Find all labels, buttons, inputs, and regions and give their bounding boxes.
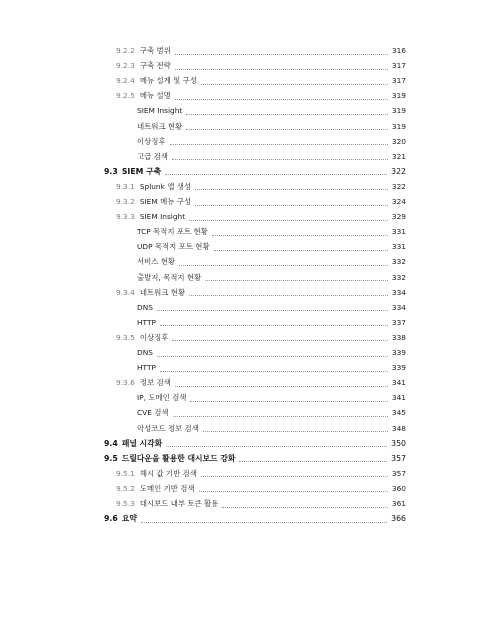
section-number: 9.2.5: [116, 91, 135, 101]
toc-entry-label: [137, 120, 184, 134]
toc-entry-label: [116, 180, 193, 194]
toc-entry-label: [137, 240, 212, 254]
toc-entry-label: [137, 150, 170, 164]
toc-row: [0, 135, 500, 149]
toc-entry-label: [137, 225, 210, 239]
dot-leader: [195, 189, 388, 190]
section-title: 네트워크 현황: [139, 287, 185, 297]
dot-leader: [195, 205, 388, 206]
section-title: 패널 시각화: [121, 438, 163, 448]
toc-entry: [116, 44, 406, 58]
page-number: 334: [391, 287, 406, 297]
page-number: 348: [391, 423, 406, 433]
toc-entry-label: [104, 437, 164, 451]
toc-entry: [137, 271, 406, 285]
section-number: 9.4: [104, 438, 118, 448]
section-title: DNS: [137, 302, 153, 312]
toc-entry-label: [137, 255, 177, 269]
toc-entry-label: [116, 482, 197, 496]
dot-leader: [173, 416, 388, 417]
toc-entry-label: [116, 286, 187, 300]
dot-leader: [175, 99, 388, 100]
toc-row: [0, 104, 500, 118]
toc-row: [0, 482, 500, 496]
page-number: 322: [391, 166, 406, 176]
section-title: 도메인 기반 검색: [139, 483, 195, 493]
toc-row: [0, 422, 500, 436]
toc-entry: [137, 104, 406, 118]
dot-leader: [212, 235, 388, 236]
section-number: 9.2.3: [116, 61, 135, 71]
section-title: DNS: [137, 348, 153, 357]
section-title: TCP 목적지 포트 현황: [137, 227, 208, 237]
dot-leader: [214, 250, 388, 251]
page-number: 360: [391, 483, 406, 493]
dot-leader: [175, 386, 388, 387]
toc-row: [0, 74, 500, 88]
section-number: 9.3.5: [116, 332, 135, 342]
dot-leader: [157, 356, 388, 357]
toc-row: [0, 286, 500, 300]
toc-row: [0, 255, 500, 269]
section-title: 이상징후: [139, 332, 169, 342]
toc-entry: [116, 59, 406, 73]
page-number: 331: [391, 227, 406, 237]
dot-leader: [166, 446, 387, 447]
toc-entry: [137, 135, 406, 149]
toc-entry-label: [137, 391, 188, 405]
section-title: 요약: [121, 514, 137, 524]
toc-entry-label: [104, 165, 163, 179]
page-number: 319: [391, 91, 406, 101]
toc-row: [0, 120, 500, 134]
toc-entry-label: [137, 316, 158, 330]
dot-leader: [160, 325, 388, 326]
toc-entry: [137, 150, 406, 164]
section-title: 구축 범위: [139, 46, 171, 55]
toc-row: [0, 316, 500, 330]
dot-leader: [203, 431, 388, 432]
dot-leader: [199, 491, 388, 492]
page-number: 319: [391, 121, 406, 131]
section-title: CVE 검색: [137, 408, 169, 418]
page-number: 357: [391, 453, 406, 463]
dot-leader: [205, 280, 388, 281]
toc-entry: [116, 89, 406, 103]
page-number: 361: [391, 499, 406, 508]
dot-leader: [201, 84, 388, 85]
toc-row: [0, 331, 500, 345]
toc-entry: [116, 497, 406, 511]
toc-entry: [104, 512, 406, 526]
page-number: 317: [391, 76, 406, 86]
page-number: 320: [391, 136, 406, 146]
toc-row: [0, 59, 500, 73]
toc-entry: [116, 467, 406, 481]
toc-row: [0, 512, 500, 526]
toc-entry: [116, 195, 406, 209]
toc-entry-label: [137, 271, 203, 285]
dot-leader: [170, 144, 388, 145]
page-number: 334: [391, 302, 406, 312]
toc-entry: [137, 225, 406, 239]
section-number: 9.3.3: [116, 212, 135, 222]
toc-row: [0, 44, 500, 58]
dot-leader: [189, 295, 388, 296]
page-number: 337: [391, 317, 406, 327]
page-number: 322: [391, 181, 406, 191]
toc-entry-label: [137, 104, 184, 118]
toc-entry-label: [116, 210, 187, 224]
page-number: 332: [391, 257, 406, 267]
page-number: 317: [391, 61, 406, 71]
dot-leader: [186, 114, 388, 115]
toc-entry: [137, 422, 406, 436]
toc-entry: [137, 316, 406, 330]
section-number: 9.3.6: [116, 378, 135, 388]
toc-entry: [116, 286, 406, 300]
section-title: 이상징후: [137, 136, 166, 146]
toc-entry: [116, 180, 406, 194]
dot-leader: [179, 265, 388, 266]
toc-row: [0, 240, 500, 254]
page-number: 350: [391, 438, 406, 448]
toc-entry-label: [116, 497, 220, 511]
toc-entry-label: [116, 44, 173, 58]
toc-entry-label: [137, 422, 201, 436]
page-number: 329: [391, 212, 406, 222]
section-title: 드릴다운을 활용한 대시보드 강화: [121, 453, 236, 463]
page-number: 316: [391, 46, 406, 55]
section-title: 메뉴 설명: [139, 91, 171, 101]
section-title: 서비스 현황: [137, 257, 176, 267]
toc-entry: [137, 240, 406, 254]
toc-row: [0, 406, 500, 420]
page-number: 331: [391, 242, 406, 252]
section-title: Splunk 앱 생성: [139, 181, 192, 191]
dot-leader: [190, 401, 388, 402]
page-number: 339: [391, 363, 406, 373]
toc-entry-label: [116, 331, 170, 345]
page-number: 338: [391, 332, 406, 342]
toc-entry: [137, 361, 406, 375]
toc-entry-label: [116, 467, 199, 481]
section-number: 9.5.2: [116, 483, 135, 493]
section-title: SIEM Insight: [139, 212, 186, 222]
dot-leader: [172, 159, 388, 160]
toc-entry-label: [116, 74, 199, 88]
toc-row: [0, 467, 500, 481]
section-number: 9.3: [104, 166, 118, 176]
dot-leader: [189, 220, 388, 221]
toc-entry-label: [137, 346, 155, 360]
section-number: 9.5: [104, 453, 118, 463]
section-title: HTTP: [137, 363, 156, 373]
toc-row: [0, 225, 500, 239]
section-number: 9.5.1: [116, 468, 135, 478]
section-title: SIEM 구축: [121, 166, 162, 176]
page-number: 357: [391, 468, 406, 478]
toc-row: [0, 346, 500, 360]
toc-row: [0, 497, 500, 511]
toc-row: [0, 89, 500, 103]
toc-entry: [137, 406, 406, 420]
section-number: 9.3.4: [116, 287, 135, 297]
toc-entry-label: [104, 452, 237, 466]
section-title: HTTP: [137, 317, 156, 327]
toc-entry: [137, 346, 406, 360]
toc-entry: [116, 210, 406, 224]
page-number: 341: [391, 393, 406, 403]
dot-leader: [175, 69, 388, 70]
toc-row: [0, 271, 500, 285]
toc-row: [0, 150, 500, 164]
section-number: 9.5.3: [116, 499, 135, 508]
page-number: 324: [391, 197, 406, 206]
page-number: 339: [391, 348, 406, 357]
toc-row: [0, 361, 500, 375]
page-number: 345: [391, 408, 406, 418]
toc-entry: [116, 331, 406, 345]
section-title: 메뉴 설계 및 구성: [139, 76, 197, 86]
page-number: 366: [391, 514, 406, 524]
toc-row: [0, 210, 500, 224]
toc-row: [0, 452, 500, 466]
section-title: IP, 도메인 검색: [137, 393, 187, 403]
page-number: 319: [391, 106, 406, 116]
toc-row: [0, 180, 500, 194]
section-number: 9.3.1: [116, 181, 135, 191]
toc-entry-label: [137, 135, 168, 149]
toc-entry: [104, 437, 406, 451]
section-title: SIEM Insight: [137, 106, 183, 116]
toc-entry-label: [116, 89, 173, 103]
section-title: 정보 검색: [139, 378, 171, 388]
toc-entry: [104, 452, 406, 466]
section-title: 악성코드 정보 검색: [137, 423, 199, 433]
toc-entry-label: [137, 301, 155, 315]
toc-entry-label: [137, 406, 171, 420]
page-number: 321: [391, 151, 406, 161]
page-number: 341: [391, 378, 406, 388]
toc-entry-label: [116, 59, 173, 73]
toc-row: [0, 391, 500, 405]
toc-entry-label: [137, 361, 158, 375]
dot-leader: [172, 340, 388, 341]
page-number: 332: [391, 272, 406, 282]
toc-entry: [104, 165, 406, 179]
toc-entry: [137, 255, 406, 269]
section-number: 9.2.4: [116, 76, 135, 86]
toc-row: [0, 165, 500, 179]
section-title: 출발지, 목적지 현황: [137, 272, 202, 282]
section-title: 네트워크 현황: [137, 121, 183, 131]
section-number: 9.3.2: [116, 197, 135, 206]
toc-row: [0, 195, 500, 209]
dot-leader: [186, 129, 388, 130]
dot-leader: [222, 507, 388, 508]
dot-leader: [157, 310, 388, 311]
section-title: 대시보드 내부 토큰 활용: [139, 499, 219, 508]
dot-leader: [201, 476, 388, 477]
toc-entry: [116, 74, 406, 88]
section-number: 9.6: [104, 514, 118, 524]
section-title: 구축 전략: [139, 61, 171, 71]
section-title: SIEM 메뉴 구성: [139, 197, 191, 206]
section-title: UDP 목적지 포트 현황: [137, 242, 210, 252]
dot-leader: [175, 54, 388, 55]
toc-entry: [137, 301, 406, 315]
toc-entry-label: [104, 512, 139, 526]
dot-leader: [239, 461, 387, 462]
toc-entry: [137, 391, 406, 405]
dot-leader: [165, 174, 387, 175]
section-number: 9.2.2: [116, 46, 135, 55]
toc-row: [0, 301, 500, 315]
toc-entry: [137, 120, 406, 134]
toc-entry: [116, 376, 406, 390]
toc-row: [0, 437, 500, 451]
dot-leader: [160, 371, 388, 372]
section-title: 해시 값 기반 검색: [139, 468, 197, 478]
toc-entry-label: [116, 376, 173, 390]
dot-leader: [141, 522, 387, 523]
toc-entry-label: [116, 195, 193, 209]
section-title: 고급 검색: [137, 151, 168, 161]
toc-entry: [116, 482, 406, 496]
toc-row: [0, 376, 500, 390]
